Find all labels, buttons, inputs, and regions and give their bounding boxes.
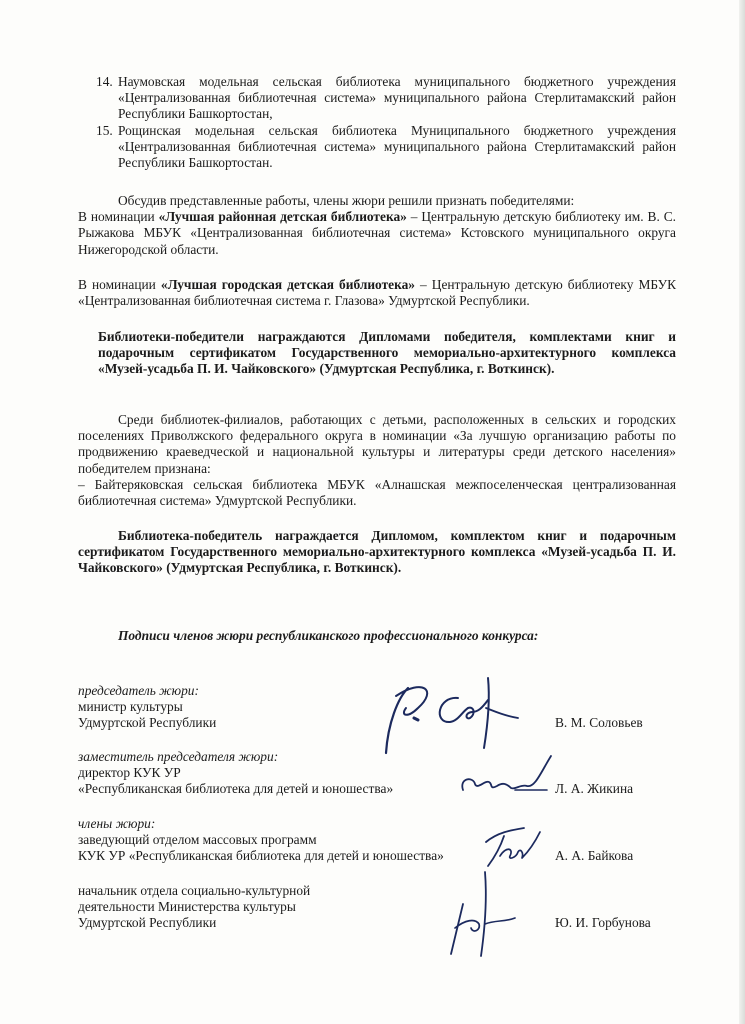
list-item-number: 14. — [96, 74, 113, 89]
signature-image — [445, 868, 525, 960]
signatory-role: председатель жюри: — [78, 683, 199, 698]
signatory-position-line: министр культуры — [78, 699, 183, 714]
signatory-position-line: заведующий отделом массовых программ — [78, 832, 317, 847]
nomination-city: В номинации «Лучшая городская детская библиотека» – Центральную детскую библиотеку МБУК «Централизованная библиотечная система г. Глазова» Удмуртской Республики. — [78, 277, 676, 309]
signature-image — [455, 752, 555, 802]
scan-edge-shadow — [739, 0, 745, 1024]
signatory-position-line: директор КУК УР — [78, 765, 181, 780]
list-item — [96, 74, 676, 123]
list-item-text: Наумовская модельная сельская библиотека муниципального бюджетного учреждения «Централизованная библиотечная система» муниципального района Стерлитамакский район Республики Башкортостан, — [118, 74, 676, 122]
signature-image — [378, 668, 528, 760]
signatory-position-line: Удмуртской Республики — [78, 715, 217, 730]
branches-block — [78, 412, 676, 509]
nomination-name: «Лучшая районная детская библиотека» — [158, 209, 407, 225]
signatory-position-line: деятельности Министерства культуры — [78, 899, 296, 914]
signatory-position-line: Удмуртской Республики — [78, 915, 217, 930]
signatory-name: А. А. Байкова — [555, 848, 634, 863]
signatory-name: Ю. И. Горбунова — [555, 915, 651, 930]
signatory-position-line: КУК УР «Республиканская библиотека для детей и юношества» — [78, 848, 444, 863]
decision-text: Обсудив представленные работы, члены жюри решили признать победителями: — [118, 193, 575, 208]
branches-text: Среди библиотек-филиалов, работающих с детьми, расположенных в сельских и городских поселениях Приволжского федерального округа в номинации «За лучшую организацию работы по продвижению краеведческой и национальной культуры и литературы среди детского населения» победителем признана: — [78, 412, 676, 476]
signatory-name: Л. А. Жикина — [555, 781, 634, 796]
nomination-district: В номинации «Лучшая районная детская библиотека» – Центральную детскую библиотеку им. В. С. Рыжакова МБУК «Централизованная библиотечная система» Кстовского муниципального округа Нижегородской области. — [78, 209, 676, 257]
award-paragraph-1: Библиотеки-победители награждаются Дипломами победителя, комплектами книг и подарочным сертификатом Государственного мемориально-архитектурного комплекса «Музей-усадьба П. И. Чайковского» (Удмуртская Республика, г. Воткинск). — [98, 329, 676, 377]
signatures-heading: Подписи членов жюри республиканского профессионального конкурса: — [118, 628, 539, 643]
signature-image — [478, 822, 548, 872]
signatory-position-line: «Республиканская библиотека для детей и юношества» — [78, 781, 394, 796]
list-item-text: Рощинская модельная сельская библиотека Муниципального бюджетного учреждения «Централизованная библиотечная система» муниципального района Стерлитамакский район Республики Башкортостан. — [118, 122, 676, 171]
award-paragraph-2: Библиотека-победитель награждается Дипломом, комплектом книг и подарочным сертификатом Государственного мемориально-архитектурного комплекса «Музей-усадьба П. И. Чайковского» (Удмуртская Республика, г. Воткинск). — [78, 528, 676, 576]
signatory-role: члены жюри: — [78, 816, 156, 831]
decision-block — [78, 193, 676, 258]
list-item-number: 15. — [96, 122, 113, 138]
nomination-name: «Лучшая городская детская библиотека» — [160, 277, 415, 292]
library-list — [96, 74, 676, 171]
signatory-position-line: начальник отдела социально-культурной — [78, 883, 311, 898]
signatory-role: заместитель председателя жюри: — [78, 749, 279, 764]
signatory-name: В. М. Соловьев — [555, 715, 643, 730]
branches-winner: – Байтеряковская сельская библиотека МБУК «Алнашская межпоселенческая централизованная библиотечная система» Удмуртской Республики. — [78, 476, 676, 509]
list-item — [96, 123, 676, 172]
